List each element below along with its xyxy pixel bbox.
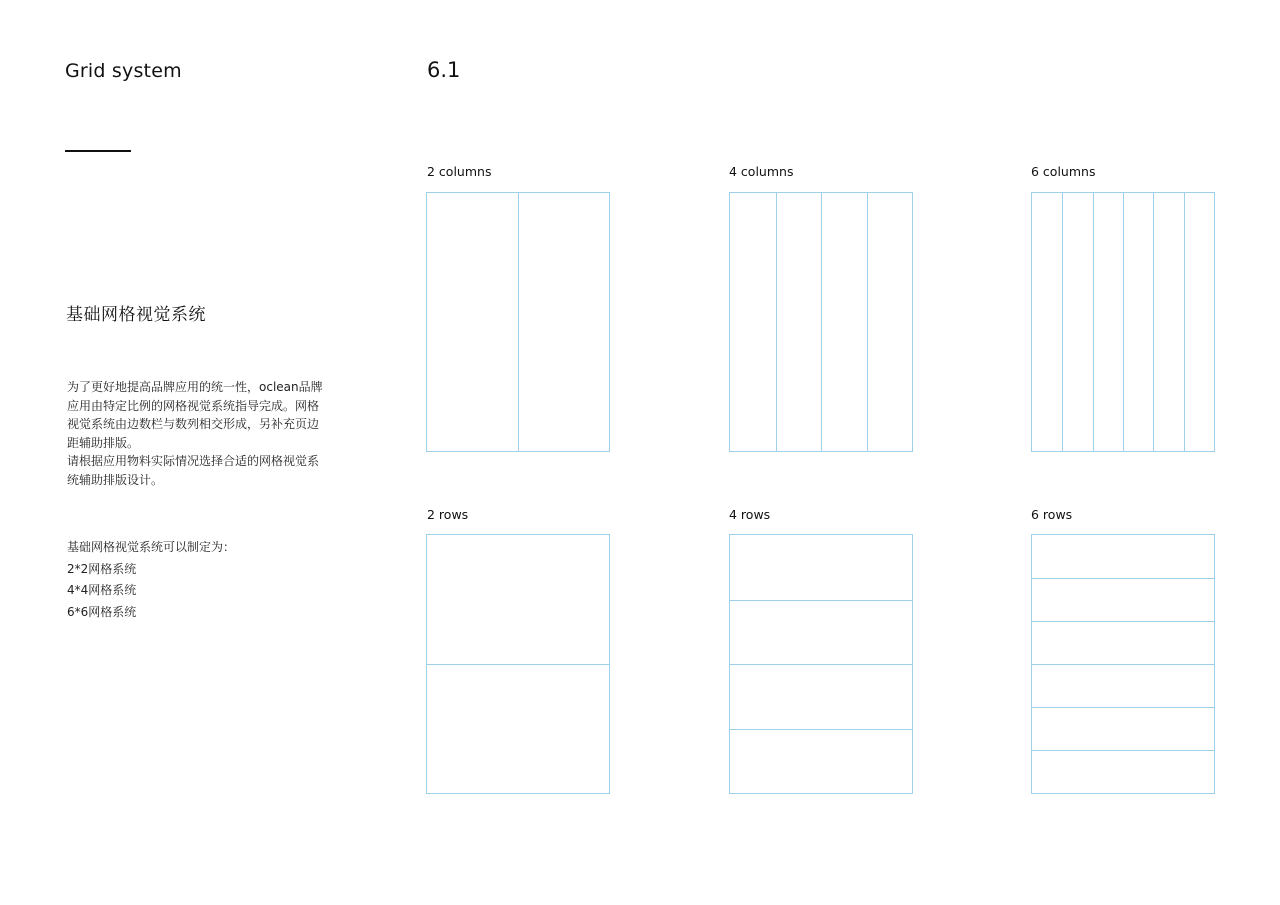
grid-4-rows <box>729 534 913 794</box>
grid-row <box>1032 621 1214 664</box>
grid-row <box>1032 664 1214 707</box>
section-number: 6.1 <box>427 58 461 82</box>
grid-row <box>1032 535 1214 578</box>
grid-label-4-columns: 4 columns <box>729 164 794 179</box>
grid-column <box>730 193 776 451</box>
grid-row <box>1032 578 1214 621</box>
grid-system-list-label: 基础网格视觉系统可以制定为： <box>67 540 236 554</box>
intro-heading: 基础网格视觉系统 <box>66 305 206 325</box>
grid-row <box>730 535 912 600</box>
grid-column <box>518 193 609 451</box>
grid-row <box>427 664 609 793</box>
grid-row <box>1032 750 1214 793</box>
grid-2-rows <box>426 534 610 794</box>
grid-column <box>776 193 822 451</box>
grid-row <box>1032 707 1214 750</box>
grid-2-columns <box>426 192 610 452</box>
title-divider <box>65 150 131 152</box>
grid-column <box>821 193 867 451</box>
grid-row <box>730 664 912 729</box>
intro-paragraph: 请根据应用物料实际情况选择合适的网格视觉系统辅助排版设计。 <box>67 454 320 487</box>
grid-column <box>1123 193 1153 451</box>
grid-6-columns <box>1031 192 1215 452</box>
grid-column <box>1032 193 1062 451</box>
grid-label-6-rows: 6 rows <box>1031 507 1073 522</box>
grid-column <box>1093 193 1123 451</box>
intro-description <box>67 378 329 489</box>
grid-system-item: 2*2网格系统 <box>67 561 137 576</box>
grid-column <box>1062 193 1092 451</box>
grid-6-rows <box>1031 534 1215 794</box>
intro-paragraph: 为了更好地提高品牌应用的统一性，oclean品牌应用由特定比例的网格视觉系统指导完成。网格视觉系统由边数栏与数列相交形成，另补充页边距辅助排版。 <box>67 380 323 450</box>
grid-system-list <box>67 537 235 623</box>
grid-column <box>1153 193 1183 451</box>
grid-column <box>427 193 518 451</box>
grid-row <box>730 600 912 665</box>
grid-column <box>1184 193 1214 451</box>
page-title: Grid system <box>65 60 182 82</box>
grid-label-2-rows: 2 rows <box>427 507 469 522</box>
grid-label-6-columns: 6 columns <box>1031 164 1096 179</box>
grid-4-columns <box>729 192 913 452</box>
grid-row <box>427 535 609 664</box>
grid-row <box>730 729 912 794</box>
grid-label-4-rows: 4 rows <box>729 507 771 522</box>
grid-system-item: 4*4网格系统 <box>67 583 137 597</box>
grid-label-2-columns: 2 columns <box>427 164 492 179</box>
grid-system-item: 6*6网格系统 <box>67 604 137 619</box>
grid-column <box>867 193 913 451</box>
